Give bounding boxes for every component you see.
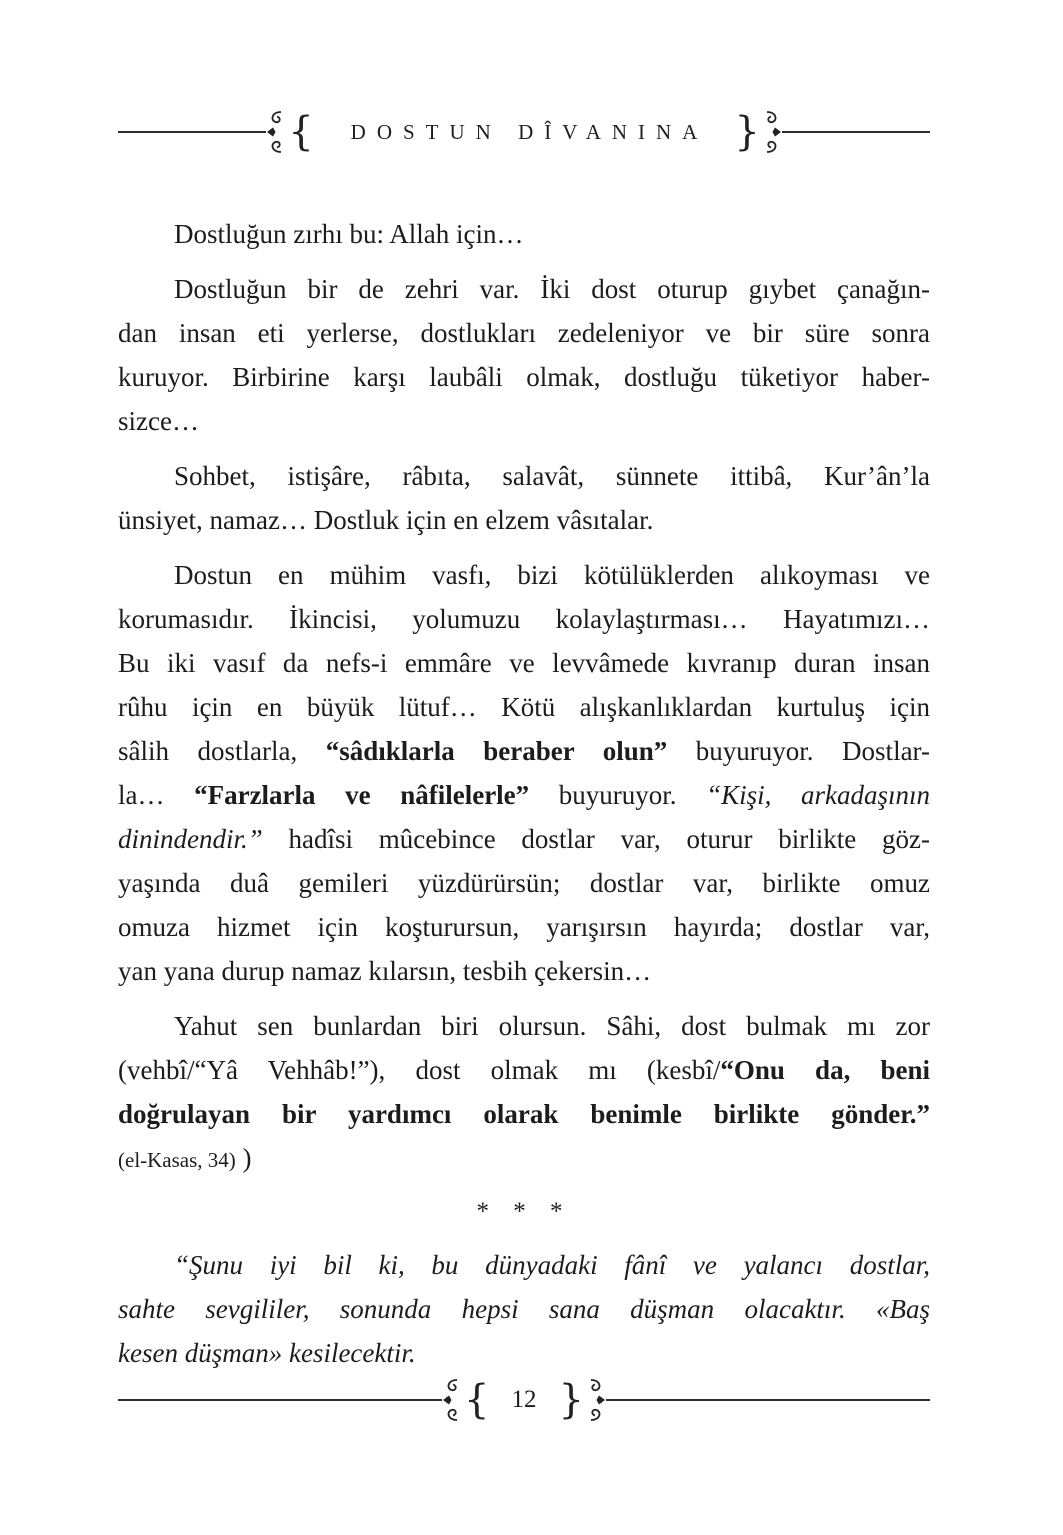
text-segment: Dostluğun zırhı bu: Allah için… [174, 219, 524, 249]
text-segment: sahte sevgililer, sonunda hepsi sana düşman olacaktır. «Baş [118, 1294, 930, 1324]
text-segment: Dostluğun bir de zehri var. İki dost oturup gıybet çanağın- [174, 274, 930, 304]
text-segment: dinindendir.” [118, 824, 289, 854]
text-line [118, 399, 930, 443]
brace-ornament-left: { [288, 109, 314, 155]
fleuron-ornament-left [442, 1376, 491, 1424]
text-segment: “Farzlarla ve nâfilelerle” [194, 780, 530, 810]
text-line [118, 267, 930, 311]
section-divider: * * * [476, 1198, 572, 1225]
text-segment: doğrulayan bir yardımcı olarak benimle birlikte gönder.” [118, 1099, 930, 1129]
paragraph [118, 1243, 930, 1375]
header-rule-left [118, 131, 266, 133]
text-segment: “sâdıklarla beraber olun” [325, 736, 668, 766]
text-line [118, 454, 930, 498]
paragraph [118, 454, 930, 542]
text-line [118, 1287, 930, 1331]
text-line [118, 1048, 930, 1092]
brace-ornament-left: { [464, 1377, 490, 1423]
body-text [118, 212, 930, 1375]
page-number: 12 [511, 1386, 537, 1413]
fleuron-icon [586, 1376, 606, 1424]
text-segment: yaşında duâ gemileri yüzdürürsün; dostlar var, birlikte omuz [118, 868, 930, 898]
text-segment: ünsiyet, namaz… Dostluk için en elzem vâsıtalar. [118, 505, 654, 535]
text-segment: hadîsi mûcebince dostlar var, oturur birlikte göz- [288, 824, 930, 854]
paragraph [118, 553, 930, 993]
text-line [118, 1243, 930, 1287]
text-line [118, 685, 930, 729]
text-line [118, 1092, 930, 1136]
text-segment: (el-Kasas, 34) [118, 1148, 236, 1172]
fleuron-ornament-left [266, 108, 315, 156]
text-segment: Bu iki vasıf da nefs-i emmâre ve levvâmede kıvranıp duran insan [118, 648, 930, 678]
page-header [118, 108, 930, 156]
paragraph [118, 267, 930, 443]
text-segment: buyuruyor. Dostlar- [667, 736, 930, 766]
text-line [118, 553, 930, 597]
text-line [118, 861, 930, 905]
fleuron-icon [762, 108, 782, 156]
page-footer [118, 1376, 930, 1424]
text-line [118, 641, 930, 685]
fleuron-icon [266, 108, 286, 156]
paragraph [118, 1004, 930, 1182]
text-segment: korumasıdır. İkincisi, yolumuzu kolaylaştırması… Hayatımızı… [118, 604, 930, 634]
text-line [118, 773, 930, 817]
fleuron-ornament-right [557, 1376, 606, 1424]
footer-rule-right [606, 1399, 930, 1401]
text-line [118, 817, 930, 861]
text-line [118, 212, 930, 256]
text-segment: “Kişi, arkadaşının [706, 780, 930, 810]
footer-rule-left [118, 1399, 442, 1401]
header-rule-right [782, 131, 930, 133]
text-segment: ) [235, 1143, 252, 1173]
text-segment: yan yana durup namaz kılarsın, tesbih çekersin… [118, 956, 652, 986]
text-segment: sâlih dostlarla, [118, 736, 326, 766]
text-line [118, 1004, 930, 1048]
text-line [118, 729, 930, 773]
text-line [118, 949, 930, 993]
text-segment: Yahut sen bunlardan biri olursun. Sâhi, dost bulmak mı zor [174, 1011, 930, 1041]
paragraph [118, 212, 930, 256]
fleuron-ornament-right [732, 108, 781, 156]
text-line [118, 355, 930, 399]
text-segment: buyuruyor. [529, 780, 707, 810]
text-segment: dan insan eti yerlerse, dostlukları zedeleniyor ve bir süre sonra [118, 318, 930, 348]
text-segment: “Onu da, beni [720, 1055, 930, 1085]
text-segment: kesen düşman» kesilecektir. [118, 1338, 416, 1368]
text-line [118, 498, 930, 542]
text-segment: Dostun en mühim vasfı, bizi kötülüklerden alıkoyması ve [174, 560, 930, 590]
text-line [118, 1331, 930, 1375]
text-segment: rûhu için en büyük lütuf… Kötü alışkanlıklardan kurtuluş için [118, 692, 930, 722]
text-line [118, 597, 930, 641]
text-line [118, 311, 930, 355]
fleuron-icon [442, 1376, 462, 1424]
text-segment: kuruyor. Birbirine karşı laubâli olmak, dostluğu tüketiyor haber- [118, 362, 930, 392]
brace-ornament-right: } [558, 1377, 584, 1423]
chapter-title: DOSTUN DÎVANINA [350, 119, 709, 144]
text-segment: (vehbî/“Yâ Vehhâb!”), dost olmak mı (kesbî/ [118, 1055, 721, 1085]
brace-ornament-right: } [734, 109, 760, 155]
text-line [118, 905, 930, 949]
text-segment: la… [118, 780, 195, 810]
text-segment: sizce… [118, 406, 199, 436]
text-line [118, 1136, 930, 1182]
text-segment: Sohbet, istişâre, râbıta, salavât, sünnete ittibâ, Kur’ân’la [174, 461, 930, 491]
text-segment: “Şunu iyi bil ki, bu dünyadaki fânî ve yalancı dostlar, [174, 1250, 930, 1280]
text-segment: omuza hizmet için koşturursun, yarışırsın hayırda; dostlar var, [118, 912, 930, 942]
